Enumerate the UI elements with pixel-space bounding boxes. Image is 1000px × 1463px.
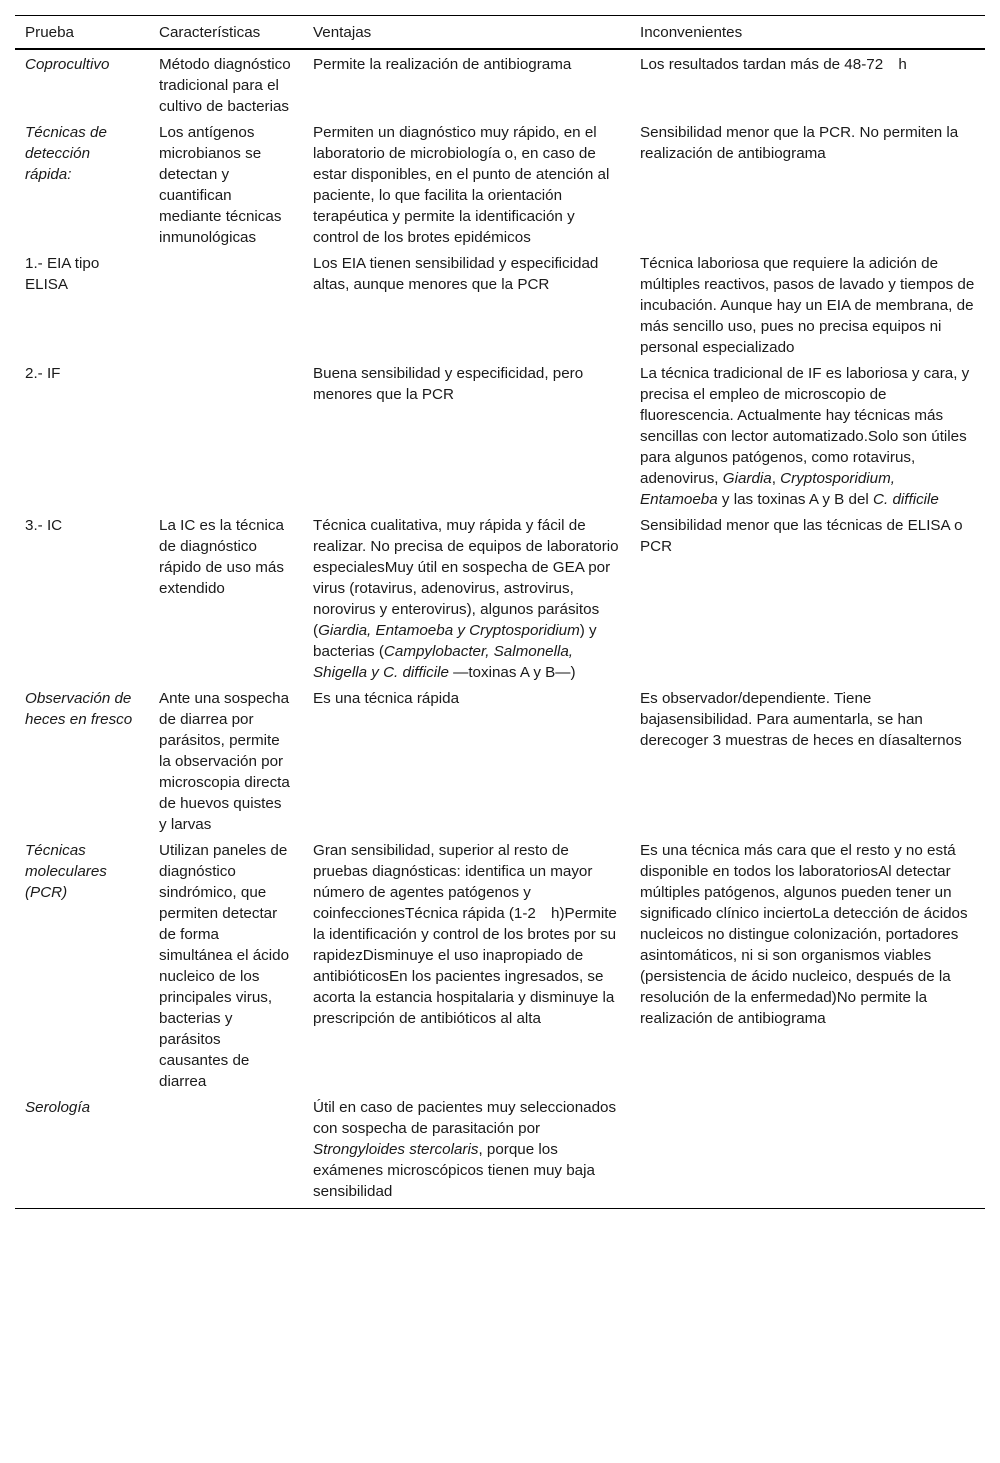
prueba-text: Observación de heces en fresco (25, 690, 133, 728)
table-header (15, 16, 985, 50)
prueba-text: Coprocultivo (25, 56, 110, 73)
cell-text: Técnica laboriosa que requiere la adición de múltiples reactivos, pasos de lavado y tiempos de incubación. Aunque hay un EIA de membrana, de más sencillo uso, pues no precisa equipos ni personal especializado (640, 255, 975, 356)
diagnostic-tests-table (15, 15, 985, 1209)
cell-caracteristicas (149, 1094, 303, 1209)
prueba-text: Técnicas de detección rápida: (25, 124, 107, 183)
cell-prueba (15, 512, 149, 685)
cell-ventajas (303, 49, 630, 119)
italic-term: Giardia, Entamoeba y Cryptosporidium (318, 622, 580, 639)
table-row (15, 49, 985, 119)
cell-prueba (15, 119, 149, 250)
header-inconvenientes: Inconvenientes (640, 24, 743, 41)
cell-ventajas (303, 1094, 630, 1209)
cell-text: ) y bacterias ( (313, 622, 597, 660)
cell-ventajas (303, 685, 630, 837)
table-row (15, 1094, 985, 1209)
italic-term: C. difficile (873, 491, 939, 508)
diagnostic-tests-table-container (15, 15, 985, 1209)
italic-term: Strongyloides stercolaris (313, 1141, 479, 1158)
table-row (15, 250, 985, 360)
cell-text: Los resultados tardan más de 48-72 h (640, 56, 907, 73)
cell-text: Es una técnica rápida (313, 690, 460, 707)
cell-text: Es observador/dependiente. Tiene bajasensibilidad. Para aumentarla, se han derecoger 3 muestras de heces en díasalternos (640, 690, 962, 749)
cell-ventajas (303, 360, 630, 512)
table-row (15, 512, 985, 685)
cell-inconvenientes (630, 49, 985, 119)
cell-text: Gran sensibilidad, superior al resto de pruebas diagnósticas: identifica un mayor número de agentes patógenos y coinfeccionesTécnica rápida (1-2 h)Permite la identificación y control de los brotes por su rapidezDisminuye el uso inapropiado de antibióticosEn los pacientes ingresados, se acorta la estancia hospitalaria y disminuye la prescripción de antibióticos al alta (313, 842, 617, 1027)
cell-text: Los EIA tienen sensibilidad y especificidad altas, aunque menores que la PCR (313, 255, 599, 293)
cell-text: , porque los exámenes microscópicos tienen muy baja sensibilidad (313, 1141, 595, 1200)
cell-inconvenientes (630, 685, 985, 837)
cell-inconvenientes (630, 360, 985, 512)
cell-text: Sensibilidad menor que la PCR. No permiten la realización de antibiograma (640, 124, 959, 162)
cell-text: La técnica tradicional de IF es laboriosa y cara, y precisa el empleo de microscopio de fluorescencia. Actualmente hay técnicas más sencillas con lector automatizado.Solo son útiles para algunos patógenos, como rotavirus, adenovirus, (640, 365, 970, 487)
cell-ventajas (303, 512, 630, 685)
italic-term: Cryptosporidium, Entamoeba (640, 470, 895, 508)
cell-caracteristicas (149, 360, 303, 512)
cell-text: Permiten un diagnóstico muy rápido, en el laboratorio de microbiología o, en caso de estar disponibles, en el punto de atención al paciente, lo que facilita la orientación terapéutica y permite la identificación y control de los brotes epidémicos (313, 124, 610, 246)
cell-caracteristicas: Utilizan paneles de diagnóstico sindrómico, que permiten detectar de forma simultánea el ácido nucleico de los principales virus, bacterias y parásitos causantes de diarrea (159, 842, 290, 1090)
table-row (15, 685, 985, 837)
cell-prueba (15, 1094, 149, 1209)
cell-text: Sensibilidad menor que las técnicas de ELISA o PCR (640, 517, 963, 555)
cell-text: Buena sensibilidad y especificidad, pero menores que la PCR (313, 365, 584, 403)
cell-text: Permite la realización de antibiograma (313, 56, 572, 73)
cell-text: , (771, 470, 781, 487)
header-row (15, 16, 985, 50)
cell-caracteristicas: Los antígenos microbianos se detectan y cuantifican mediante técnicas inmunológicas (159, 124, 282, 246)
cell-caracteristicas (149, 250, 303, 360)
italic-term: Campylobacter, Salmonella, Shigella y C. difficile (313, 643, 574, 681)
cell-caracteristicas: La IC es la técnica de diagnóstico rápido de uso más extendido (159, 517, 284, 597)
cell-prueba (15, 837, 149, 1094)
prueba-text: 2.- IF (25, 365, 61, 382)
cell-inconvenientes (630, 512, 985, 685)
cell-inconvenientes (630, 119, 985, 250)
prueba-text: 1.- EIA tipo ELISA (25, 255, 100, 293)
cell-prueba (15, 49, 149, 119)
cell-prueba (15, 250, 149, 360)
prueba-text: Serología (25, 1099, 91, 1116)
italic-term: Giardia (722, 470, 772, 487)
cell-text: Es una técnica más cara que el resto y no está disponible en todos los laboratoriosAl detectar múltiples patógenos, algunos pueden tener un significado clínico inciertoLa detección de ácidos nucleicos no distingue colonización, portadores asintomáticos, ni si son organismos viables (persistencia de ácido nucleico, después de la resolución de la enfermedad)No permite la realización de antibiograma (640, 842, 968, 1027)
table-row (15, 119, 985, 250)
cell-ventajas (303, 837, 630, 1094)
header-ventajas: Ventajas (313, 24, 372, 41)
prueba-text: Técnicas moleculares (PCR) (25, 842, 107, 901)
table-row (15, 360, 985, 512)
cell-text: —toxinas A y B—) (448, 664, 576, 681)
table-body (15, 49, 985, 1209)
cell-ventajas (303, 119, 630, 250)
cell-inconvenientes (630, 250, 985, 360)
header-prueba: Prueba (25, 24, 74, 41)
cell-inconvenientes (630, 837, 985, 1094)
prueba-text: 3.- IC (25, 517, 63, 534)
cell-text: Técnica cualitativa, muy rápida y fácil de realizar. No precisa de equipos de laboratorio especialesMuy útil en sospecha de GEA por virus (rotavirus, adenovirus, astrovirus, norovirus y enterovirus), algunos parásitos ( (313, 517, 619, 639)
table-row (15, 837, 985, 1094)
cell-text: y las toxinas A y B del (717, 491, 874, 508)
cell-text: Útil en caso de pacientes muy seleccionados con sospecha de parasitación por (313, 1099, 617, 1137)
cell-prueba (15, 685, 149, 837)
cell-caracteristicas: Método diagnóstico tradicional para el cultivo de bacterias (159, 56, 291, 115)
cell-inconvenientes (630, 1094, 985, 1209)
cell-caracteristicas: Ante una sospecha de diarrea por parásitos, permite la observación por microscopia directa de huevos quistes y larvas (159, 690, 290, 833)
cell-prueba (15, 360, 149, 512)
cell-ventajas (303, 250, 630, 360)
header-caracteristicas: Características (159, 24, 261, 41)
